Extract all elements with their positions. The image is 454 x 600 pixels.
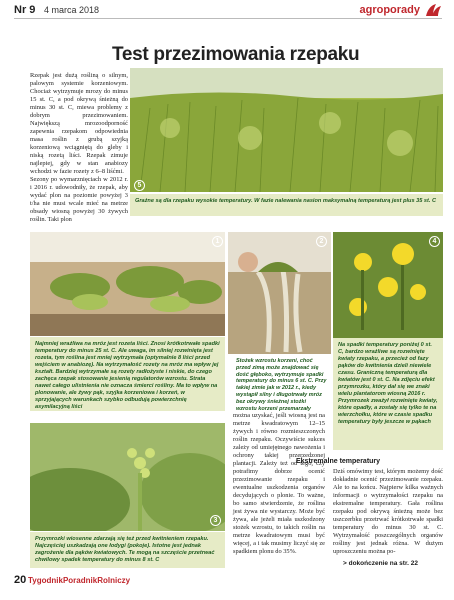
body-paragraph-right: Dziś omówimy test, którym możemy dość dokładnie ocenić przezimowanie rzepaku. Ale to na końcu. Najpierw kilka ważnych informacji o wytrzymałości rzepaku na ekstremalne temperatury. Gała roślina rzepaku pod okrywą śnieżną może bez uszczerbku przetrwać krótkotrwałe spadki temperatury do minus 30 st. C. Wytrzymałość poszczególnych organów rośliny jest jednak różna. W dużym uproszczeniu można po- [333,468,443,555]
article-title: Test przezimowania rzepaku [112,44,360,65]
body-paragraph-middle: można uzyskać, jeśli wiosną jest na metrze kwadratowym 12–15 żywych i równo rozmieszczonych roślin rzepaku. Oczywiście sukces zależy od umiejętnego nawożenia i ochrony takiej przerzedzonej plantacji. Zależy też od tego, czy potrafimy dobrze ocenić przezimowanie rzepaku i ewentualne uszkodzenia organów decydujących o plonie. To ważne, bo samo stwierdzenie, że roślina jest żywa nie wystarczy. Może być żywa, ale jeżeli miała uszkodzony stożek wzrostu, to takich roślin na metrze kwadratowym musi być więcej, a i tak musimy liczyć się ze spadkiem plonu do 35%. [233,412,325,555]
caption-box-rosette [30,337,225,411]
photo-flowers [333,232,443,338]
photo-buds [30,423,225,531]
caption-flowers: Na spadki temperatury poniżej 0 st. C, bardzo wrażliwe są rozwinięte kwiaty rzepaku, a przecież od fazy pąków do kwitnienia dzieli niewiele czasu. Graniczną temperaturą dla kwiatów jest 0 st. C. Na zdjęciu efekt przymrozku, który dał się we znaki wielu plantatorom wiosną 2016 r. Przymrozek zważył rozwinięte kwiaty, które opadły, a zostały się tylko te na wierzchołku, które w czasie spadku temperatury były jeszcze w pąkach [338,342,438,425]
section-brand: agroporady [359,4,420,16]
photo-rapeseed-field [130,68,443,192]
page-number: 20 [14,574,27,586]
body-paragraph-2: Sezony po wymarznięciach w 2012 r. i 2016 r. udowodniły, że rzepak, aby wydać plon na poziomie powyżej 3 t/ha nie musi wcale mieć na metrze obsady wiosną powyżej 30 żywych roślin. Taki plon [30,176,128,223]
intro-paragraph: Rzepak jest dużą rośliną o silnym, palowym systemie korzeniowym. Chociaż wytrzymuje mrozy do minus 15 st. C, a pod okrywą śnieżną do minus 30 st. C, miewa problemy z dobrym przezimowaniem. Największą mrozoodporność zapewnia rzepakom odpowiednia masa roślin z grubą szyjką korzeniową wciągniętą do gleby i niską rozetą liści. Rzepak zimuje najlepiej, gdy w stan anabiozy wchodzi w fazie rozety z 6–8 liśćmi. [30,72,128,175]
section-heading: Ekstremalne temperatury [296,458,381,465]
photo-roots [228,232,331,354]
caption-rosette: Najmniej wrażliwa na mróz jest rozeta liści. Znosi krótkotrwałe spadki temperatury do minus 25 st. C. Ale uwaga, im silniej rozwinięta jest rozeta, tym roślina jest mniej wytrzymała (optymalnie 8 liści przed wejściem w anabiozę). Na wytrzymałość rozety na mróz ma wpływ jej kształt. Bardziej wytrzymałe są rozety radłożyste i niskie, do czego zachęca rzepak stosowanie jesienią regulatorów wzrostu. Strata nawet całego ulistnienia nie oznacza śmierci rośliny. Ma to wpływ na plonowanie, ale żywy pąk, szyjka korzeniowa i korzeń, w sprzyjających warunkach szybko odbudują powierzchnię asymilacyjną liści [35,341,220,410]
brand-logo-icon [424,2,442,18]
caption-box-flowers [333,338,443,450]
caption-buds: Przymrozki wiosenne zdarzają się też przed kwitnieniem rzepaku. Najczęściej uszkadzają one łodygi (pokoje). Istotne jest jednak zagrożenie dla pąków kwiatowych. Te mogą na szczęście przetrwać chwilowy spadek temperatury do minus 8 st. C [35,536,215,563]
photo-number-5: 5 [134,180,145,191]
caption-box-field [130,194,443,216]
header-rule [14,18,442,19]
footer-brand: TygodnikPoradnikRolniczy [28,576,131,585]
photo-number-2: 2 [316,236,327,247]
photo-number-3: 3 [210,515,221,526]
photo-rosette [30,232,225,336]
issue-date: 4 marca 2018 [44,5,100,15]
caption-roots: Stożek wzrostu korzeni, choć przed zimą może znajdować się dość głęboko, wytrzymuje spadki temperatury do minus 6 st. C. Przy takiej zimie jak w 2012 r., kiedy wystąpił silny i długotrwały mróz bez okrywy śnieżnej stożki wzrostu korzeni przemarzały [236,358,327,412]
caption-field: Grażne są dla rzepaku wysokie temperatury. W fazie nalewania nasion maksymalną temperaturą jest plus 35 st. C [135,198,437,204]
photo-number-1: 1 [212,236,223,247]
caption-box-buds [30,532,225,568]
photo-number-4: 4 [429,236,440,247]
caption-roots-wrap [236,358,328,412]
continued-note: > dokończenie na str. 22 [343,560,418,567]
issue-number: Nr 9 [14,4,36,16]
